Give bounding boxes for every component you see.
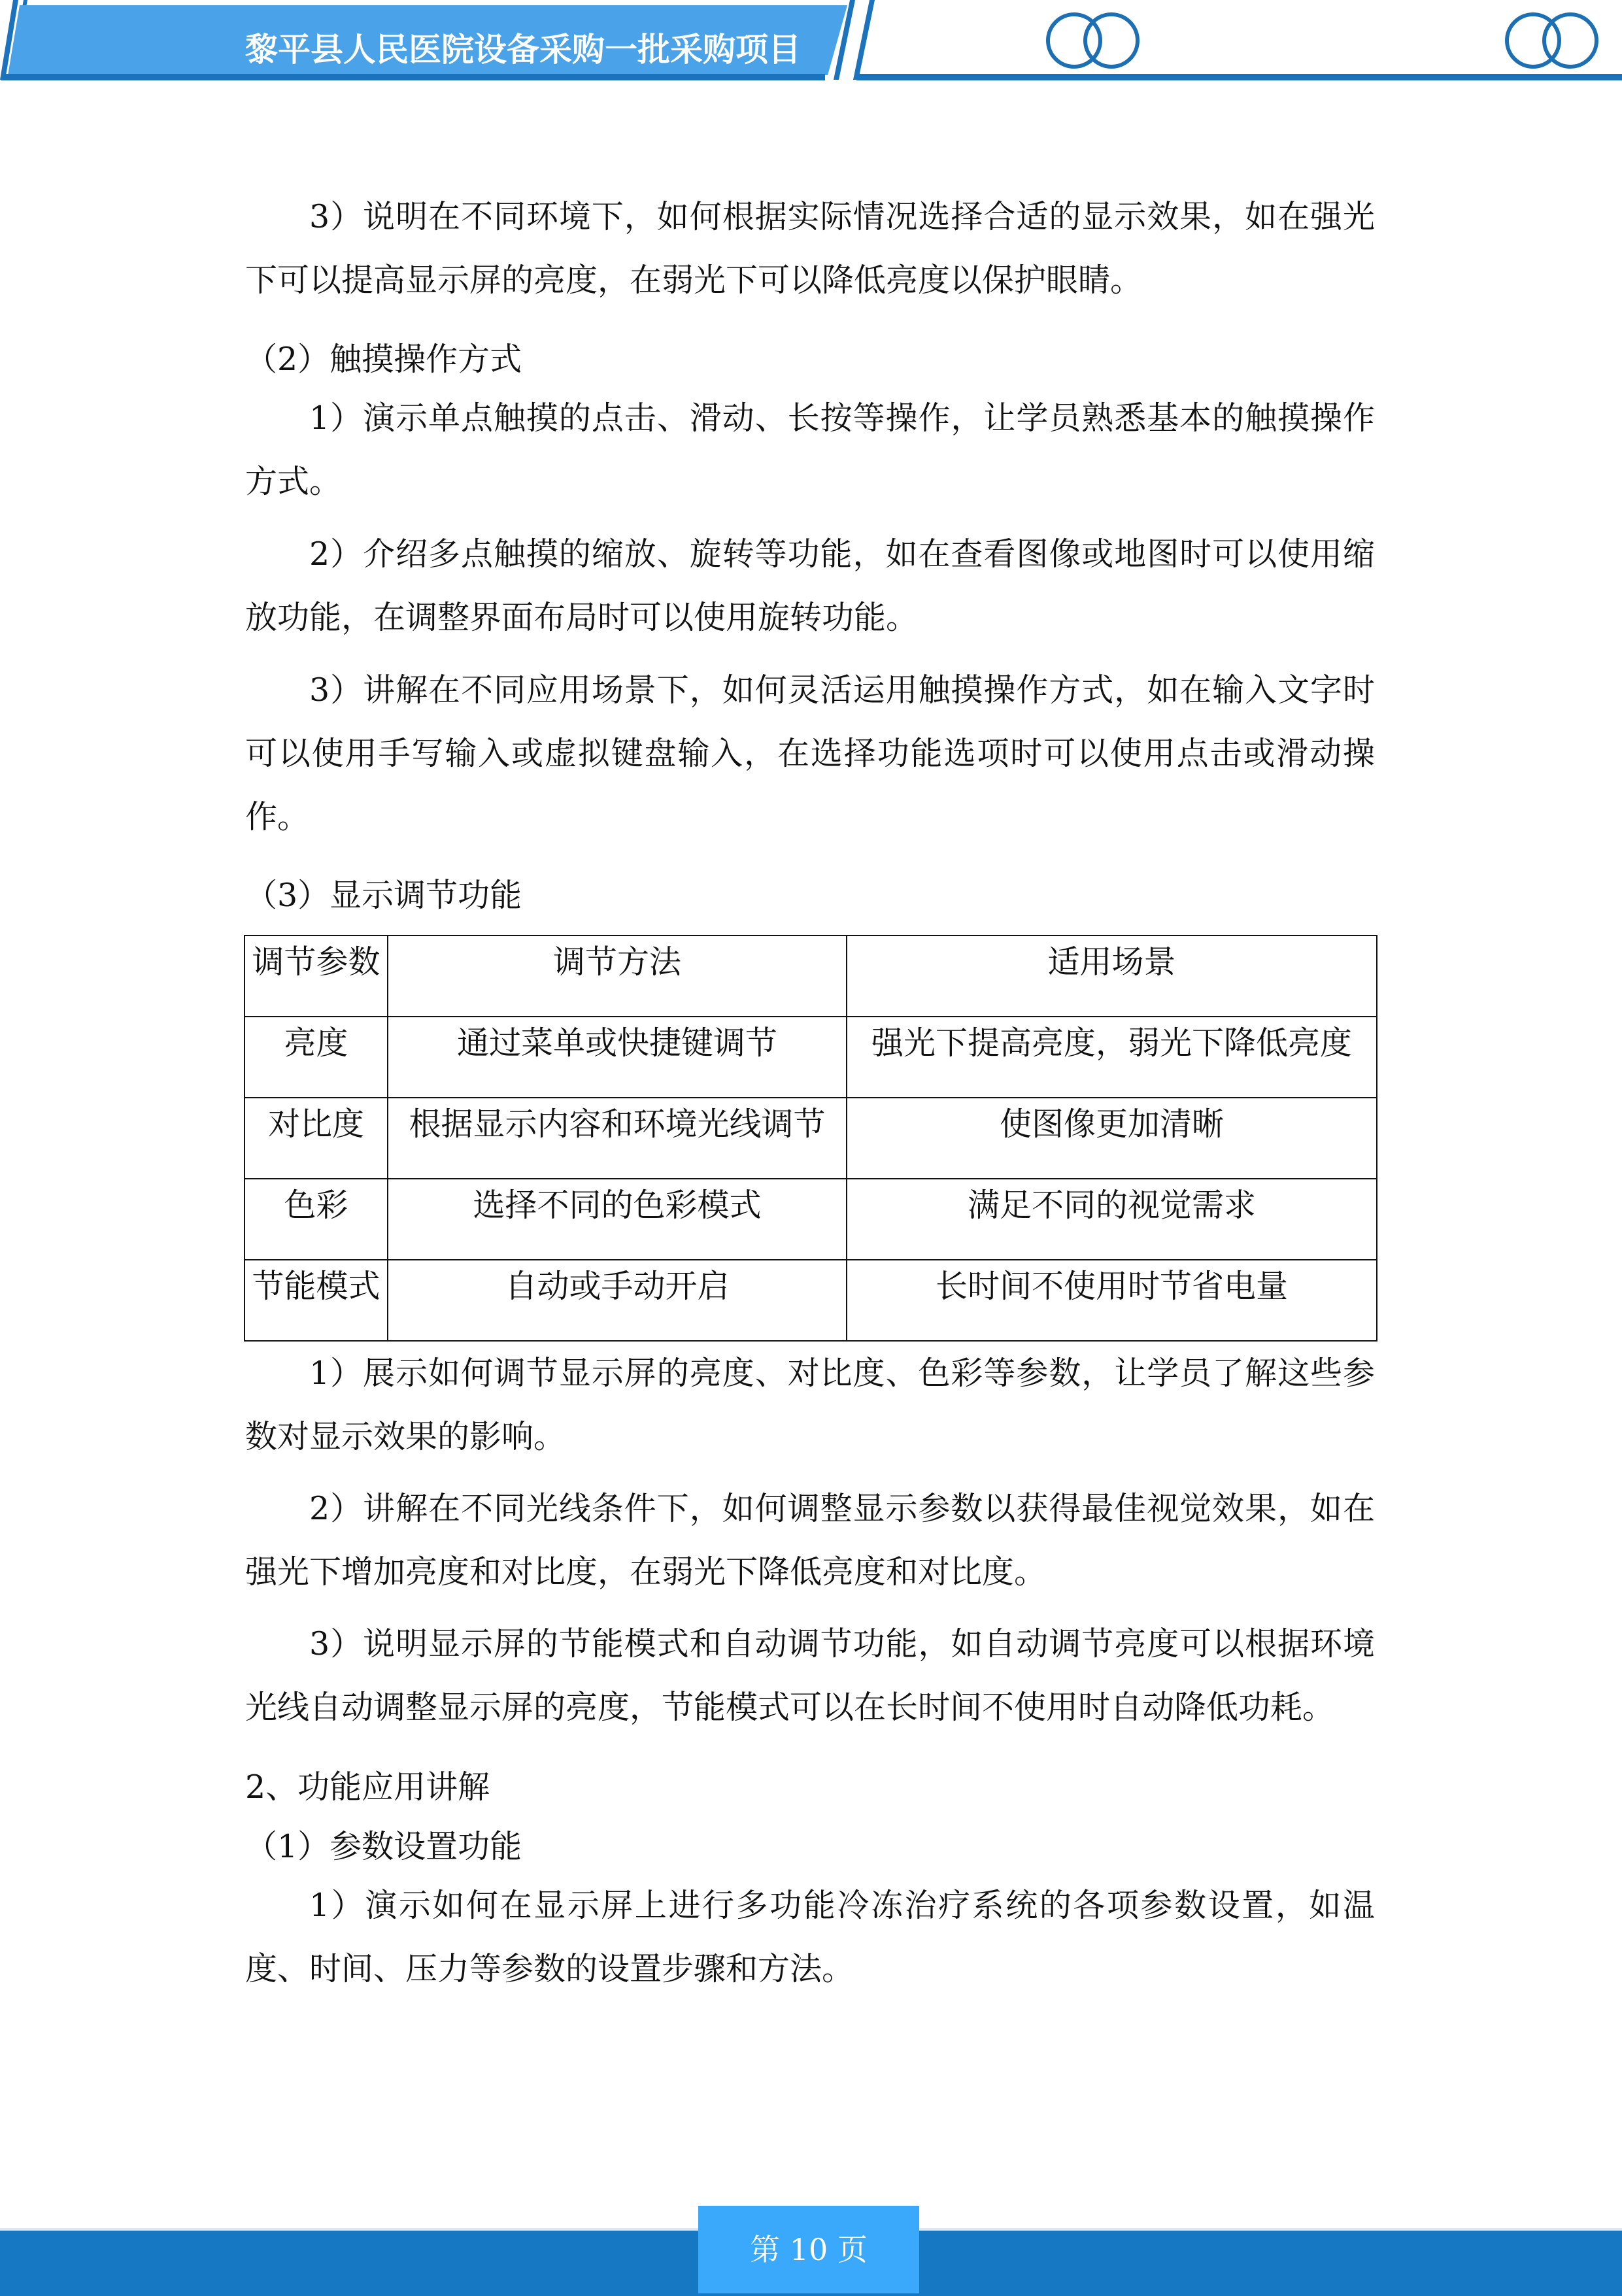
table-header-cell: 调节方法 (388, 936, 847, 1017)
header-title: 黎平县人民医院设备采购一批采购项目 (245, 30, 801, 69)
section-heading: （2）触摸操作方式 (245, 341, 522, 378)
table-cell: 选择不同的色彩模式 (388, 1179, 847, 1260)
table-cell: 满足不同的视觉需求 (847, 1179, 1377, 1260)
table-cell: 强光下提高亮度，弱光下降低亮度 (847, 1017, 1377, 1098)
section-heading: （3）显示调节功能 (245, 877, 522, 914)
paragraph: 3）说明在不同环境下，如何根据实际情况选择合适的显示效果，如在强光下可以提高显示屏的亮度，在弱光下可以降低亮度以保护眼睛。 (245, 198, 1375, 299)
paragraph: 1）展示如何调节显示屏的亮度、对比度、色彩等参数，让学员了解这些参数对显示效果的影响。 (245, 1355, 1375, 1455)
table-cell: 自动或手动开启 (388, 1260, 847, 1341)
table-cell: 亮度 (245, 1017, 388, 1098)
table-cell: 色彩 (245, 1179, 388, 1260)
table-row (245, 1179, 1377, 1260)
document-body (245, 185, 1375, 2001)
table-header-cell: 适用场景 (847, 936, 1377, 1017)
table-header-row (245, 936, 1377, 1017)
table-cell: 使图像更加清晰 (847, 1098, 1377, 1179)
page-number: 第 10 页 (698, 2206, 919, 2293)
table-cell: 根据显示内容和环境光线调节 (388, 1098, 847, 1179)
table-row (245, 1260, 1377, 1341)
paragraph: 2）讲解在不同光线条件下，如何调整显示参数以获得最佳视觉效果，如在强光下增加亮度和对比度，在弱光下降低亮度和对比度。 (245, 1490, 1375, 1591)
table-cell: 通过菜单或快捷键调节 (388, 1017, 847, 1098)
table-cell: 节能模式 (245, 1260, 388, 1341)
paragraph: 3）说明显示屏的节能模式和自动调节功能，如自动调节亮度可以根据环境光线自动调整显示屏的亮度，节能模式可以在长时间不使用时自动降低功耗。 (245, 1625, 1375, 1726)
table-cell: 对比度 (245, 1098, 388, 1179)
table-header-cell: 调节参数 (245, 936, 388, 1017)
table-cell: 长时间不使用时节省电量 (847, 1260, 1377, 1341)
rings-logo-icon (1048, 14, 1597, 67)
display-adjust-table (244, 935, 1377, 1342)
paragraph: 1）演示如何在显示屏上进行多功能冷冻治疗系统的各项参数设置，如温度、时间、压力等参数的设置步骤和方法。 (245, 1887, 1375, 1987)
paragraph: 1）演示单点触摸的点击、滑动、长按等操作，让学员熟悉基本的触摸操作方式。 (245, 399, 1375, 500)
header-decoration (0, 0, 1622, 85)
paragraph: 3）讲解在不同应用场景下，如何灵活运用触摸操作方式，如在输入文字时可以使用手写输入或虚拟键盘输入，在选择功能选项时可以使用点击或滑动操作。 (245, 671, 1375, 836)
section-heading: （1）参数设置功能 (245, 1828, 522, 1865)
table-row (245, 1098, 1377, 1179)
section-heading: 2、功能应用讲解 (245, 1768, 490, 1806)
table-row (245, 1017, 1377, 1098)
paragraph: 2）介绍多点触摸的缩放、旋转等功能，如在查看图像或地图时可以使用缩放功能，在调整界面布局时可以使用旋转功能。 (245, 535, 1375, 636)
